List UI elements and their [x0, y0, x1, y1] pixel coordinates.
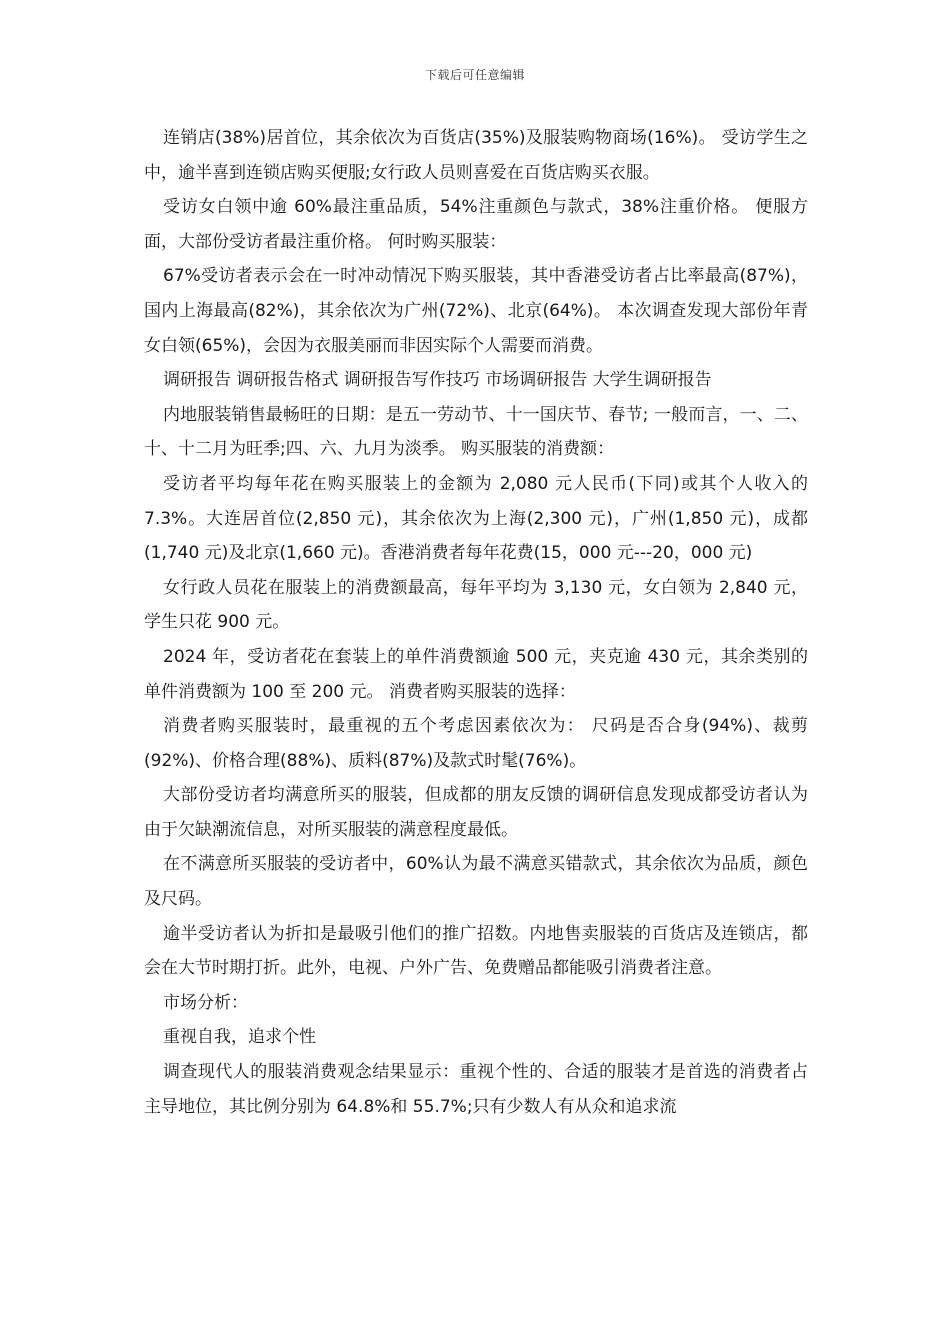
paragraph: 连销店(38%)居首位，其余依次为百货店(35%)及服装购物商场(16%)。 受访学生之中，逾半喜到连锁店购买便服;女行政人员则喜爱在百货店购买衣服。 [144, 128, 808, 183]
paragraph: 内地服装销售最畅旺的日期：是五一劳动节、十一国庆节、春节; 一般而言，一、二、十、十二月为旺季;四、六、九月为淡季。 购买服装的消费额： [144, 404, 808, 460]
paragraph: 消费者购买服装时，最重视的五个考虑因素依次为： 尺码是否合身(94%)、裁剪(92%)、价格合理(88%)、质料(87%)及款式时髦(76%)。 [144, 716, 808, 771]
page-header: 下载后可任意编辑 [424, 68, 525, 82]
paragraph: 在不满意所买服装的受访者中，60%认为最不满意买错款式，其余依次为品质，颜色及尺码。 [144, 854, 808, 910]
paragraph: 大部份受访者均满意所买的服装，但成都的朋友反馈的调研信息发现成都受访者认为由于欠缺潮流信息，对所买服装的满意程度最低。 [144, 785, 808, 840]
paragraph: 调查现代人的服装消费观念结果显示：重视个性的、合适的服装才是首选的消费者占主导地位，其比例分别为 64.8%和 55.7%;只有少数人有从众和追求流 [144, 1062, 808, 1117]
paragraph: 受访女白领中逾 60%最注重品质，54%注重颜色与款式，38%注重价格。 便服方面，大部份受访者最注重价格。 何时购买服装： [144, 197, 808, 252]
paragraph: 女行政人员花在服装上的消费额最高，每年平均为 3,130 元，女白领为 2,840 元，学生只花 900 元。 [144, 577, 808, 633]
paragraph: 受访者平均每年花在购买服装上的金额为 2,080 元人民币(下同)或其个人收入的 7.3%。大连居首位(2,850 元)，其余依次为上海(2,300 元)，广州(1,850 元)，成都(1,740 元)及北京(1,660 元)。香港消费者每年花费(15，000 元---20，000 元) [144, 473, 808, 564]
document-body [144, 121, 808, 1124]
paragraph: 调研报告 调研报告格式 调研报告写作技巧 市场调研报告 大学生调研报告 [163, 370, 712, 391]
section-heading: 市场分析： [163, 992, 248, 1013]
subsection-heading: 重视自我，追求个性 [163, 1027, 316, 1048]
paragraph: 67%受访者表示会在一时冲动情况下购买服装，其中香港受访者占比率最高(87%)，国内上海最高(82%)，其余依次为广州(72%)、北京(64%)。 本次调查发现大部份年青女白领(65%)，会因为衣服美丽而非因实际个人需要而消费。 [144, 266, 808, 356]
paragraph: 2024 年，受访者花在套装上的单件消费额逾 500 元，夹克逾 430 元，其余类别的单件消费额为 100 至 200 元。 消费者购买服装的选择： [144, 646, 808, 702]
paragraph: 逾半受访者认为折扣是最吸引他们的推广招数。内地售卖服装的百货店及连锁店，都会在大节时期打折。此外，电视、户外广告、免费赠品都能吸引消费者注意。 [144, 923, 808, 979]
